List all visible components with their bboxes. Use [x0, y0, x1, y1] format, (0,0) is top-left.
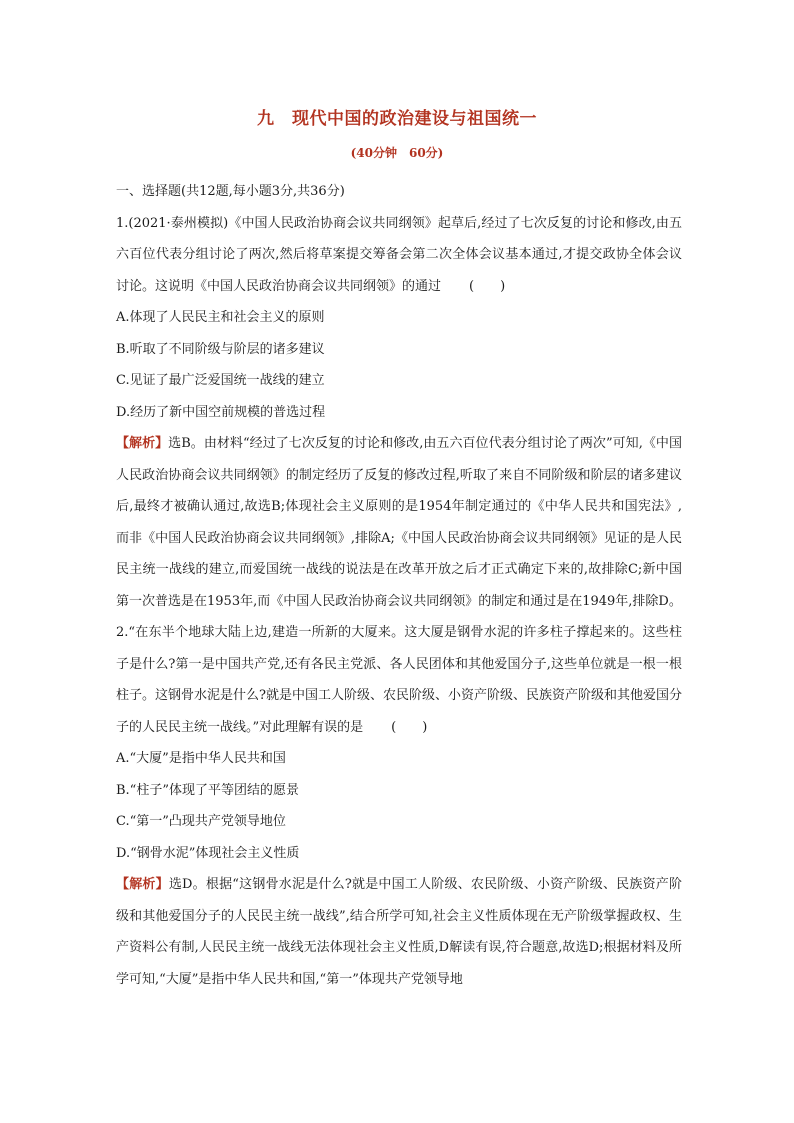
option-d: D.“钢骨水泥”体现社会主义性质	[116, 845, 300, 861]
question-stem	[116, 208, 682, 303]
analysis-tag: 【解析】	[116, 436, 169, 451]
option-a: A.“大厦”是指中华人民共和国	[116, 751, 286, 766]
option-b: B.“柱子”体现了平等团结的愿景	[116, 782, 299, 798]
analysis	[116, 869, 682, 995]
option-a: A.体现了人民民主和社会主义的原则	[116, 310, 325, 325]
page-subtitle: (40分钟 60分)	[350, 146, 444, 160]
question-1	[116, 208, 682, 618]
question-stem-text: 2.“在东半个地球大陆上边,建造一所新的大厦来。这大厦是钢骨水泥的许多柱子撑起来的。这些柱子是什么?第一是中国共产党,还有各民主党派、各人民团体和其他爱国分子,这些单位就是一根一根柱子。这钢骨水泥是什么?就是中国工人阶级、农民阶级、小资产阶级、民族资产阶级和其他爱国分子的人民民主统一战线。”对此理解有误的是	[116, 625, 682, 735]
option-c: C.“第一”凸现共产党领导地位	[116, 814, 286, 829]
analysis-text: 选B。由材料“经过了七次反复的讨论和修改,由五六百位代表分组讨论了两次”可知,《中国人民政治协商会议共同纲领》的制定经历了反复的修改过程,听取了来自不同阶级和阶层的诸多建议后,最终才被确认通过,故选B;体现社会主义原则的是1954年制定通过的《中华人民共和国宪法》,而非《中国人民政治协商会议共同纲领》,排除A;《中国人民政治协商会议共同纲领》见证的是人民民主统一战线的建立,而爱国统一战线的说法是在改革开放之后才正式确定下来的,故排除C;新中国第一次普选是在1953年,而《中国人民政治协商会议共同纲领》的制定和通过是在1949年,排除D。	[116, 436, 682, 609]
section-heading: 一、选择题(共12题,每小题3分,共36分)	[116, 184, 345, 199]
question-stem-text: 1.(2021·泰州模拟)《中国人民政治协商会议共同纲领》起草后,经过了七次反复的讨论和修改,由五六百位代表分组讨论了两次,然后将草案提交筹备会第二次全体会议基本通过,才提交政协全体会议讨论。这说明《中国人民政治协商会议共同纲领》的通过	[116, 215, 682, 294]
question-stem	[116, 617, 682, 743]
option-d: D.经历了新中国空前规模的普选过程	[116, 404, 326, 420]
option-b: B.听取了不同阶级与阶层的诸多建议	[116, 341, 325, 357]
document-body	[116, 176, 682, 995]
answer-bracket: ( )	[391, 719, 428, 735]
analysis	[116, 428, 682, 617]
question-2	[116, 617, 682, 995]
option-c: C.见证了最广泛爱国统一战线的建立	[116, 373, 325, 388]
analysis-text: 选D。根据“这钢骨水泥是什么?就是中国工人阶级、农民阶级、小资产阶级、民族资产阶级和其他爱国分子的人民民主统一战线”,结合所学可知,社会主义性质体现在无产阶级掌握政权、生产资料公有制,人民民主统一战线无法体现社会主义性质,D解读有误,符合题意,故选D;根据材料及所学可知,“大厦”是指中华人民共和国,“第一”体现共产党领导地	[116, 877, 682, 987]
analysis-tag: 【解析】	[116, 877, 169, 892]
page-title: 九 现代中国的政治建设与祖国统一	[257, 109, 537, 129]
answer-bracket: ( )	[469, 278, 506, 294]
